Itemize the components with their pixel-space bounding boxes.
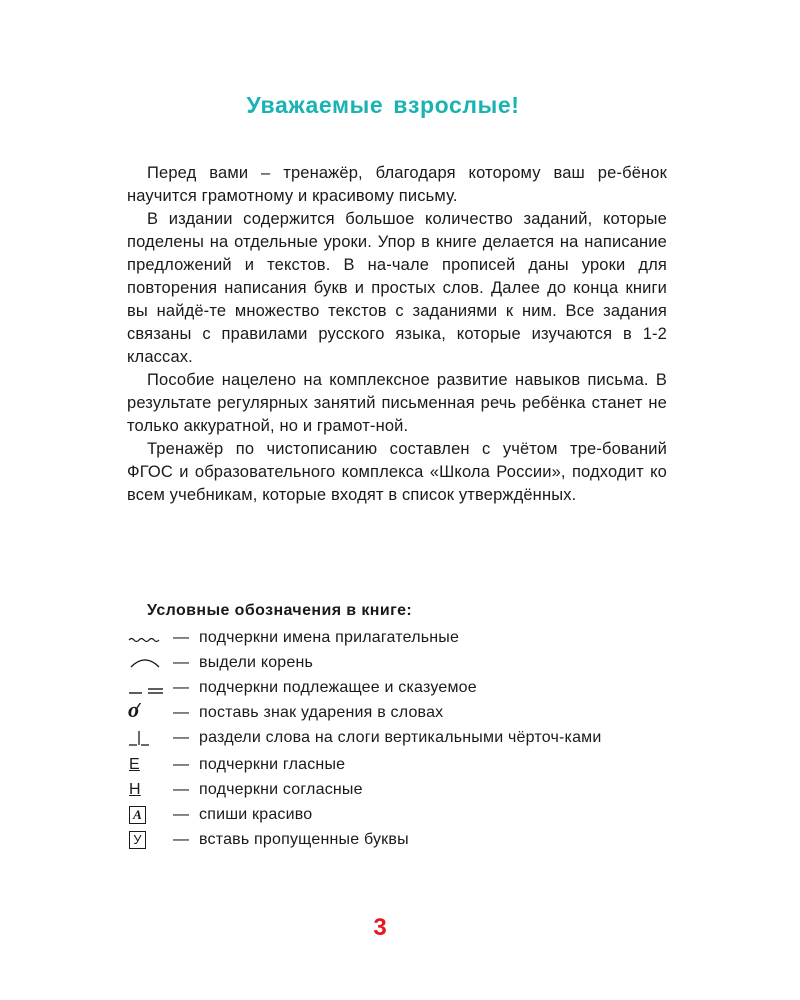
- stress-mark-icon: [127, 697, 173, 722]
- stress-mark-letter: о: [128, 697, 140, 722]
- intro-paragraph: Пособие нацелено на комплексное развитие навыков письма. В результате регулярных занятий письменная речь ребёнка станет не только аккуратной, но и грамот-ной.: [127, 371, 667, 435]
- page-number: 3: [373, 914, 387, 941]
- legend-dash: —: [173, 781, 190, 798]
- subject-predicate-lines-icon: [127, 678, 173, 697]
- handwriting-box-icon: [127, 805, 173, 824]
- legend-text: выдели корень: [199, 654, 314, 671]
- legend-text: подчеркни подлежащее и сказуемое: [199, 679, 477, 696]
- legend-dash: —: [173, 729, 190, 746]
- legend-item: [127, 697, 667, 722]
- missing-letter: У: [129, 831, 146, 849]
- root-arc-icon: [127, 653, 173, 672]
- legend-dash: —: [173, 756, 190, 773]
- intro-paragraph: В издании содержится большое количество заданий, которые поделены на отдельные уроки. Упор в книге делается на написание предложений и текстов. В на-чале прописей даны уроки для повторения написания букв и простых слов. Далее до конца книги вы найдё-те множество текстов с заданиями к ним. Все задания связаны с правилами русского языка, которые изучаются в 1-2 классах.: [127, 210, 667, 366]
- intro-text: [127, 162, 667, 507]
- wavy-underline-icon: [127, 628, 173, 647]
- legend: [127, 602, 667, 855]
- legend-text: поставь знак ударения в словах: [199, 704, 444, 721]
- page-title: Уважаемые взрослые!: [246, 92, 520, 118]
- legend-text: подчеркни имена прилагательные: [199, 629, 460, 646]
- legend-item: [127, 755, 667, 774]
- legend-text: спиши красиво: [199, 806, 313, 823]
- legend-item: [127, 830, 667, 849]
- legend-title: Условные обозначения в книге:: [147, 602, 413, 619]
- vowel-underline-icon: [127, 755, 173, 774]
- legend-item: [127, 780, 667, 799]
- legend-item: [127, 805, 667, 824]
- legend-item: [127, 628, 667, 647]
- syllable-divider-icon: [127, 728, 173, 747]
- legend-item: [127, 728, 667, 747]
- legend-text: подчеркни гласные: [199, 756, 346, 773]
- vowel-letter: Е: [129, 756, 140, 773]
- legend-dash: —: [173, 704, 190, 721]
- intro-paragraph: Тренажёр по чистописанию составлен с учётом тре-бований ФГОС и образовательного комплекса «Школа России», подходит ко всем учебникам, которые входят в список утверждённых.: [127, 440, 667, 504]
- consonant-letter: Н: [129, 781, 141, 798]
- legend-dash: —: [173, 806, 190, 823]
- handwriting-letter: А: [129, 806, 146, 824]
- legend-item: [127, 653, 667, 672]
- legend-text: вставь пропущенные буквы: [199, 831, 409, 848]
- intro-paragraph: Перед вами – тренажёр, благодаря которому ваш ре-бёнок научится грамотному и красивому письму.: [127, 164, 667, 205]
- legend-item: [127, 678, 667, 697]
- legend-dash: —: [173, 831, 190, 848]
- legend-dash: —: [173, 654, 190, 671]
- consonant-underline-icon: [127, 780, 173, 799]
- legend-text: подчеркни согласные: [199, 781, 363, 798]
- legend-text: раздели слова на слоги вертикальными чёрточ-ками: [199, 729, 602, 746]
- legend-dash: —: [173, 629, 190, 646]
- legend-dash: —: [173, 679, 190, 696]
- missing-letter-box-icon: [127, 830, 173, 849]
